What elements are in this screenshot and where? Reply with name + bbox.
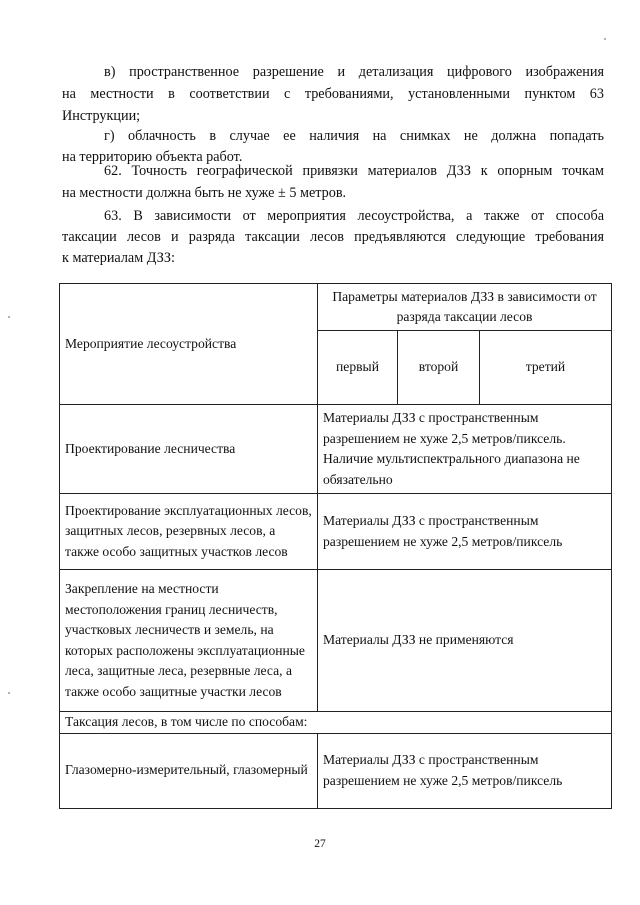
table-row: [60, 733, 612, 808]
row-value: Материалы ДЗЗ с пространственным разрешением не хуже 2,5 метров/пиксель. Наличие мультиспектрального диапазона не обязательно: [318, 405, 612, 494]
scan-speck: [8, 316, 10, 318]
paragraph-g-line-2: на территорию объекта работ.: [62, 149, 243, 165]
row-value: Материалы ДЗЗ с пространственным разрешением не хуже 2,5 метров/пиксель: [318, 494, 612, 570]
row-value: Материалы ДЗЗ не применяются: [318, 570, 612, 712]
paragraph-v-line-1: в) пространственное разрешение и детализация цифрового изображения: [104, 64, 604, 80]
grade-second: второй: [398, 331, 480, 405]
paragraph-62-line-2: на местности должна быть не хуже ± 5 метров.: [62, 185, 347, 201]
table-header-row: [60, 284, 612, 331]
section-label: Таксация лесов, в том числе по способам:: [60, 712, 612, 734]
requirements-table: [59, 283, 612, 809]
paragraph-63-line-2: таксации лесов и разряда таксации лесов предъявляются следующие требования: [62, 229, 604, 245]
paragraph-v-line-3: Инструкции;: [62, 108, 141, 124]
table-section-row: [60, 712, 612, 734]
row-event: Проектирование лесничества: [60, 405, 318, 494]
table-row: [60, 494, 612, 570]
scan-speck: [8, 692, 10, 694]
paragraph-g-line-1: г) облачность в случае ее наличия на снимках не должна попадать: [104, 128, 604, 144]
paragraph-63-line-1: 63. В зависимости от мероприятия лесоустройства, а также от способа: [104, 208, 604, 224]
page-number: 27: [314, 838, 326, 850]
row-event: Закрепление на местности местоположения границ лесничеств, участковых лесничеств и земель, на которых расположены эксплуатационные леса, защитные леса, резервные леса, а также особо защитные участки лесов: [60, 570, 318, 712]
paragraph-63-line-3: к материалам ДЗЗ:: [62, 250, 175, 266]
header-event: Мероприятие лесоустройства: [60, 284, 318, 405]
row-event: Глазомерно-измерительный, глазомерный: [60, 733, 318, 808]
row-event: Проектирование эксплуатационных лесов, защитных лесов, резервных лесов, а также особо защитных участков лесов: [60, 494, 318, 570]
table-row: [60, 405, 612, 494]
row-value: Материалы ДЗЗ с пространственным разрешением не хуже 2,5 метров/пиксель: [318, 733, 612, 808]
scan-speck: [604, 38, 606, 40]
grade-first: первый: [318, 331, 398, 405]
header-params: Параметры материалов ДЗЗ в зависимости от разряда таксации лесов: [318, 284, 612, 331]
paragraph-v-line-2: на местности в соответствии с требованиями, установленными пунктом 63: [62, 86, 604, 102]
table-row: [60, 570, 612, 712]
grade-third: третий: [480, 331, 612, 405]
paragraph-62-line-1: 62. Точность географической привязки материалов ДЗЗ к опорным точкам: [104, 163, 604, 179]
